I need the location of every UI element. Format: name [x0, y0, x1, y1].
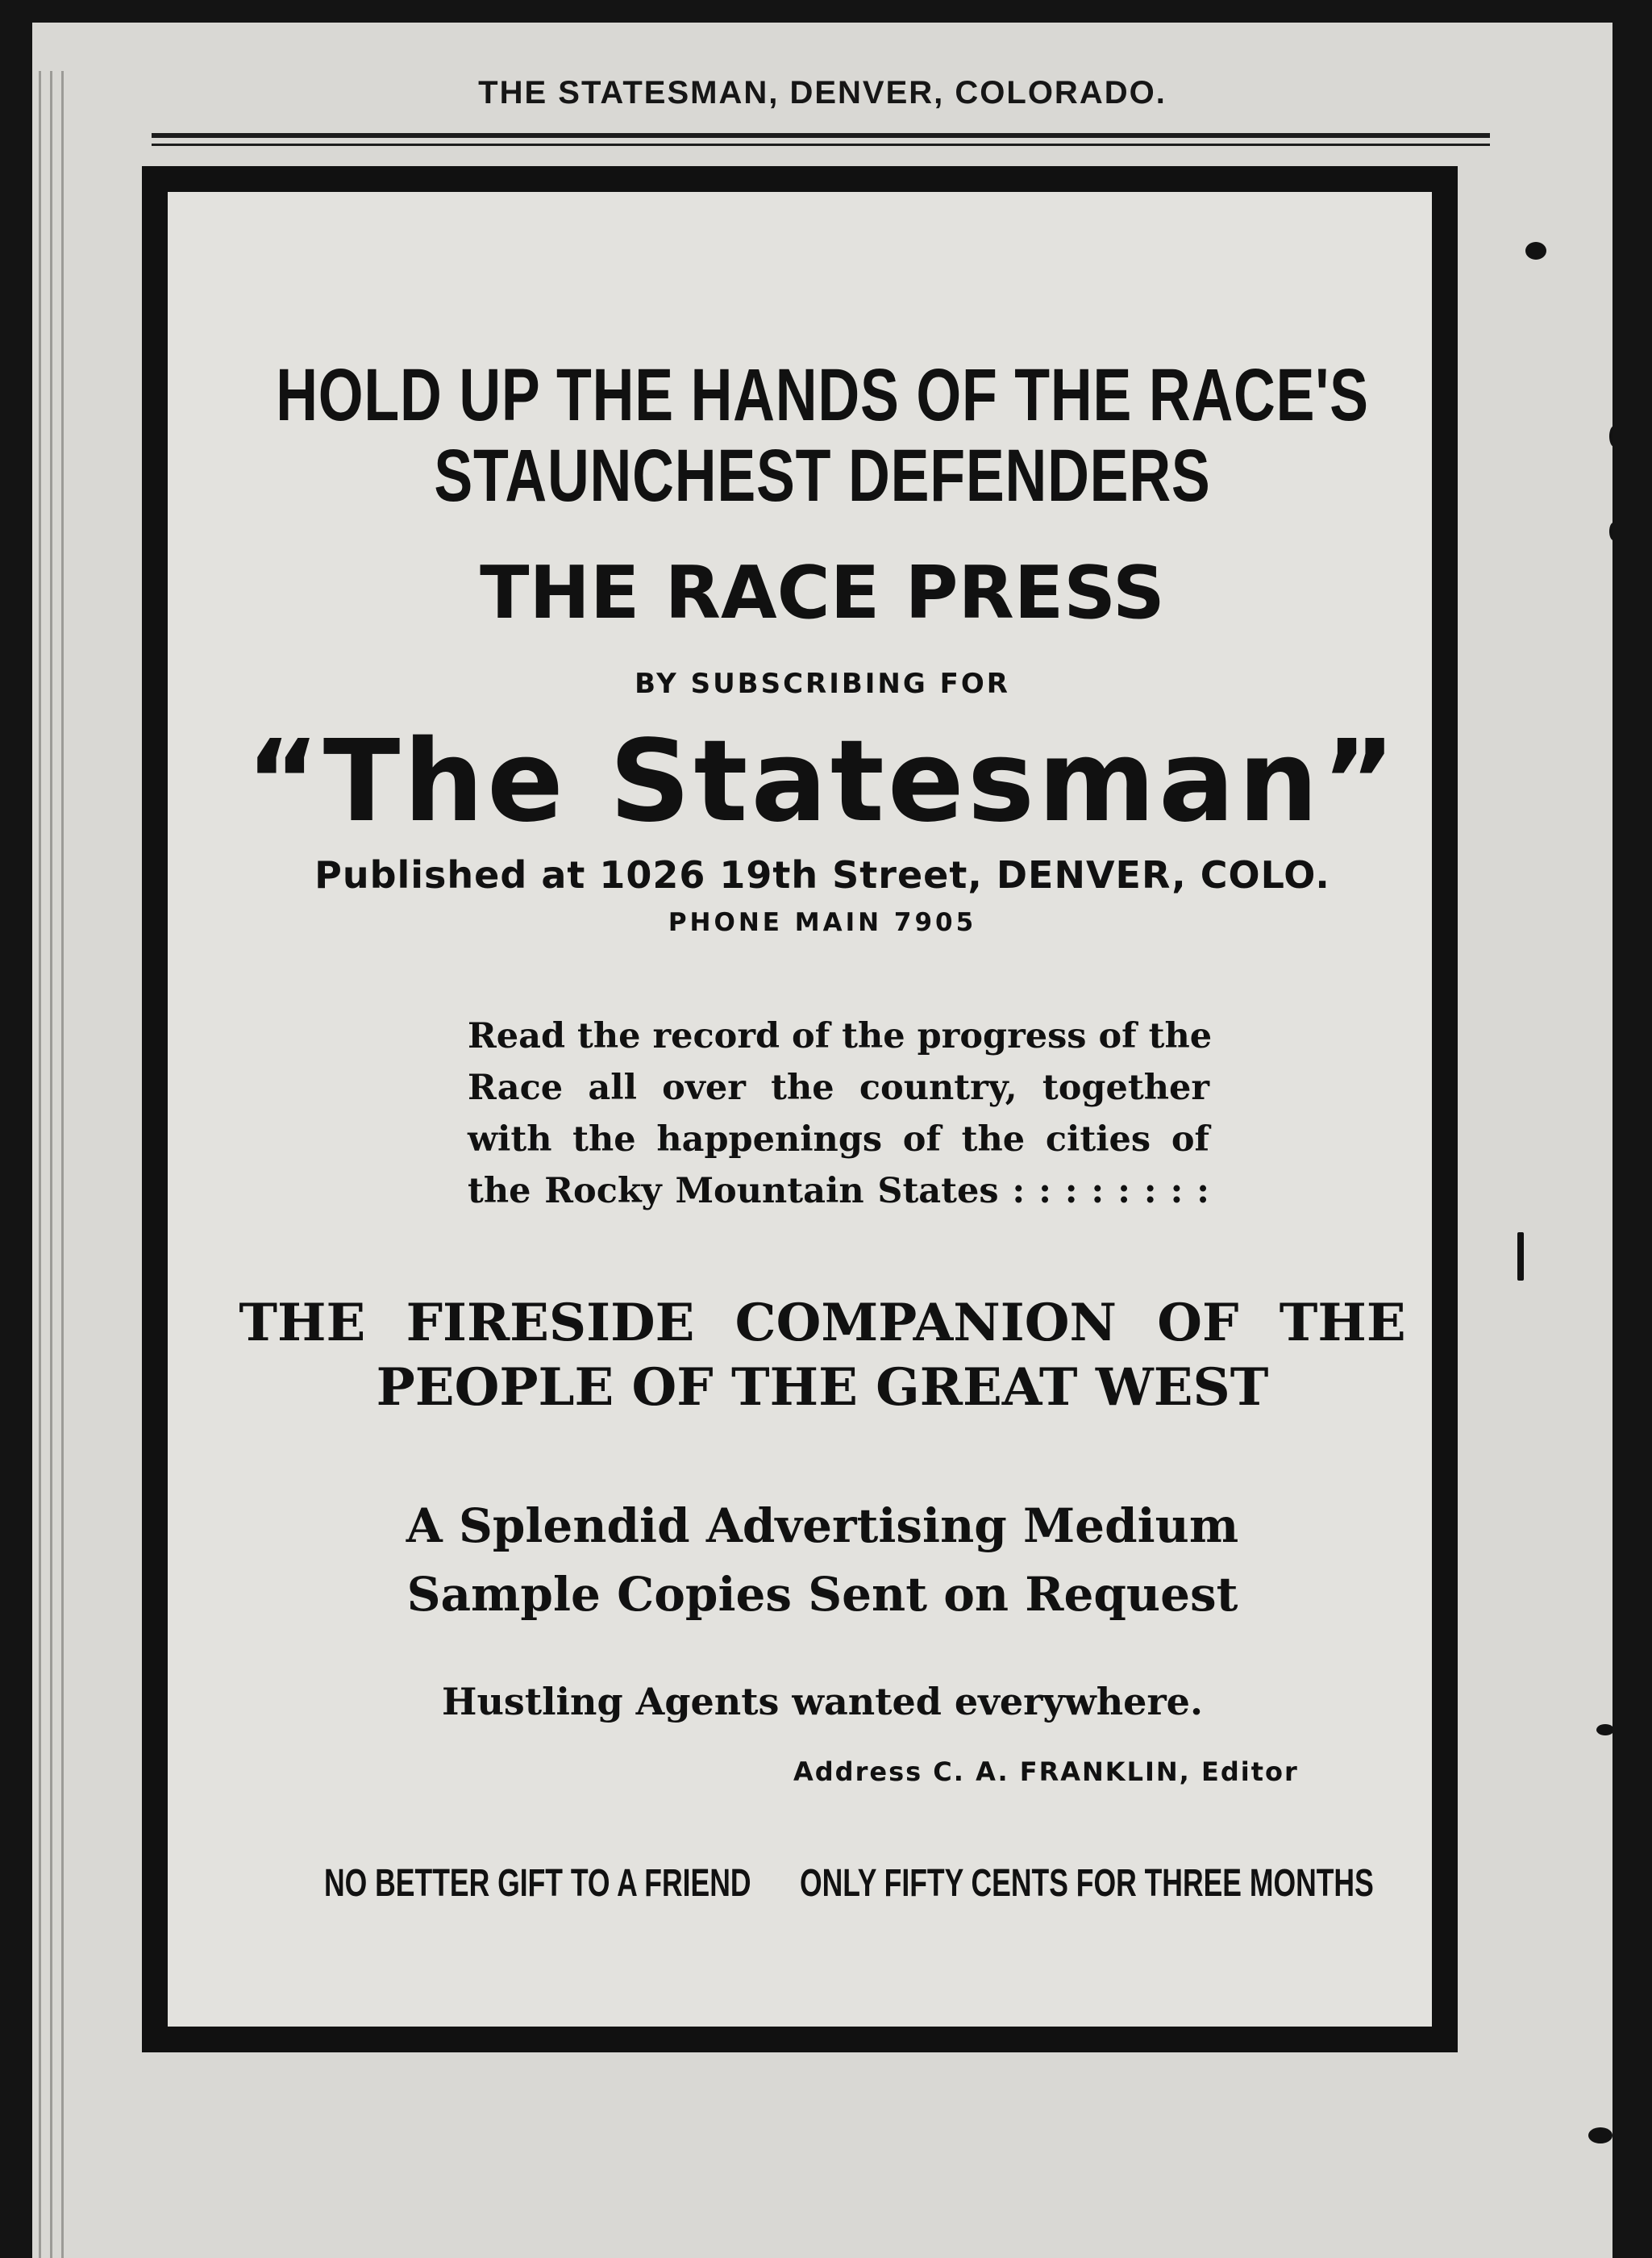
advertising-medium-line: A Splendid Advertising Medium [406, 1498, 1239, 1553]
sample-copies-line: Sample Copies Sent on Request [406, 1567, 1238, 1622]
running-head: THE STATESMAN, DENVER, COLORADO. [478, 75, 1167, 110]
sheet-edge [50, 71, 52, 2258]
fireside-line-2: PEOPLE OF THE GREAT WEST [376, 1357, 1269, 1418]
description-paragraph [468, 1010, 1213, 1217]
headline-line-1: HOLD UP THE HANDS OF THE RACE'S [276, 354, 1369, 436]
sheet-edge [39, 71, 41, 2258]
agents-wanted-line: Hustling Agents wanted everywhere. [442, 1680, 1203, 1723]
phone-number: PHONE MAIN 7905 [668, 908, 977, 937]
header-rule [152, 144, 1490, 146]
description-line: the Rocky Mountain States : : : : : : : : [468, 1171, 1209, 1211]
ink-speck [1609, 523, 1612, 540]
ink-speck [1609, 426, 1612, 447]
header-rule [152, 133, 1490, 138]
race-press-heading: THE RACE PRESS [480, 551, 1165, 635]
published-address: Published at 1026 19th Street, DENVER, COLO. [314, 853, 1330, 897]
ink-speck [1525, 242, 1546, 260]
ink-speck [1596, 1724, 1612, 1735]
newspaper-title: “The Statesman” [245, 716, 1400, 848]
fireside-line-1: THE FIRESIDE COMPANION OF THE [239, 1293, 1406, 1353]
description-line: with the happenings of the cities of [468, 1119, 1209, 1160]
headline-line-2: STAUNCHEST DEFENDERS [434, 435, 1211, 517]
ink-speck [1588, 2127, 1612, 2143]
gift-note: NO BETTER GIFT TO A FRIEND [324, 1862, 751, 1905]
sheet-edge [61, 71, 64, 2258]
description-line: Race all over the country, together [468, 1068, 1209, 1108]
ink-speck [1517, 1232, 1524, 1281]
newspaper-page [32, 23, 1612, 2258]
by-subscribing-line: BY SUBSCRIBING FOR [635, 668, 1010, 700]
description-line: Read the record of the progress of the [468, 1016, 1213, 1056]
editor-address: Address C. A. FRANKLIN, Editor [793, 1756, 1299, 1787]
price-note: ONLY FIFTY CENTS FOR THREE MONTHS [800, 1862, 1374, 1905]
